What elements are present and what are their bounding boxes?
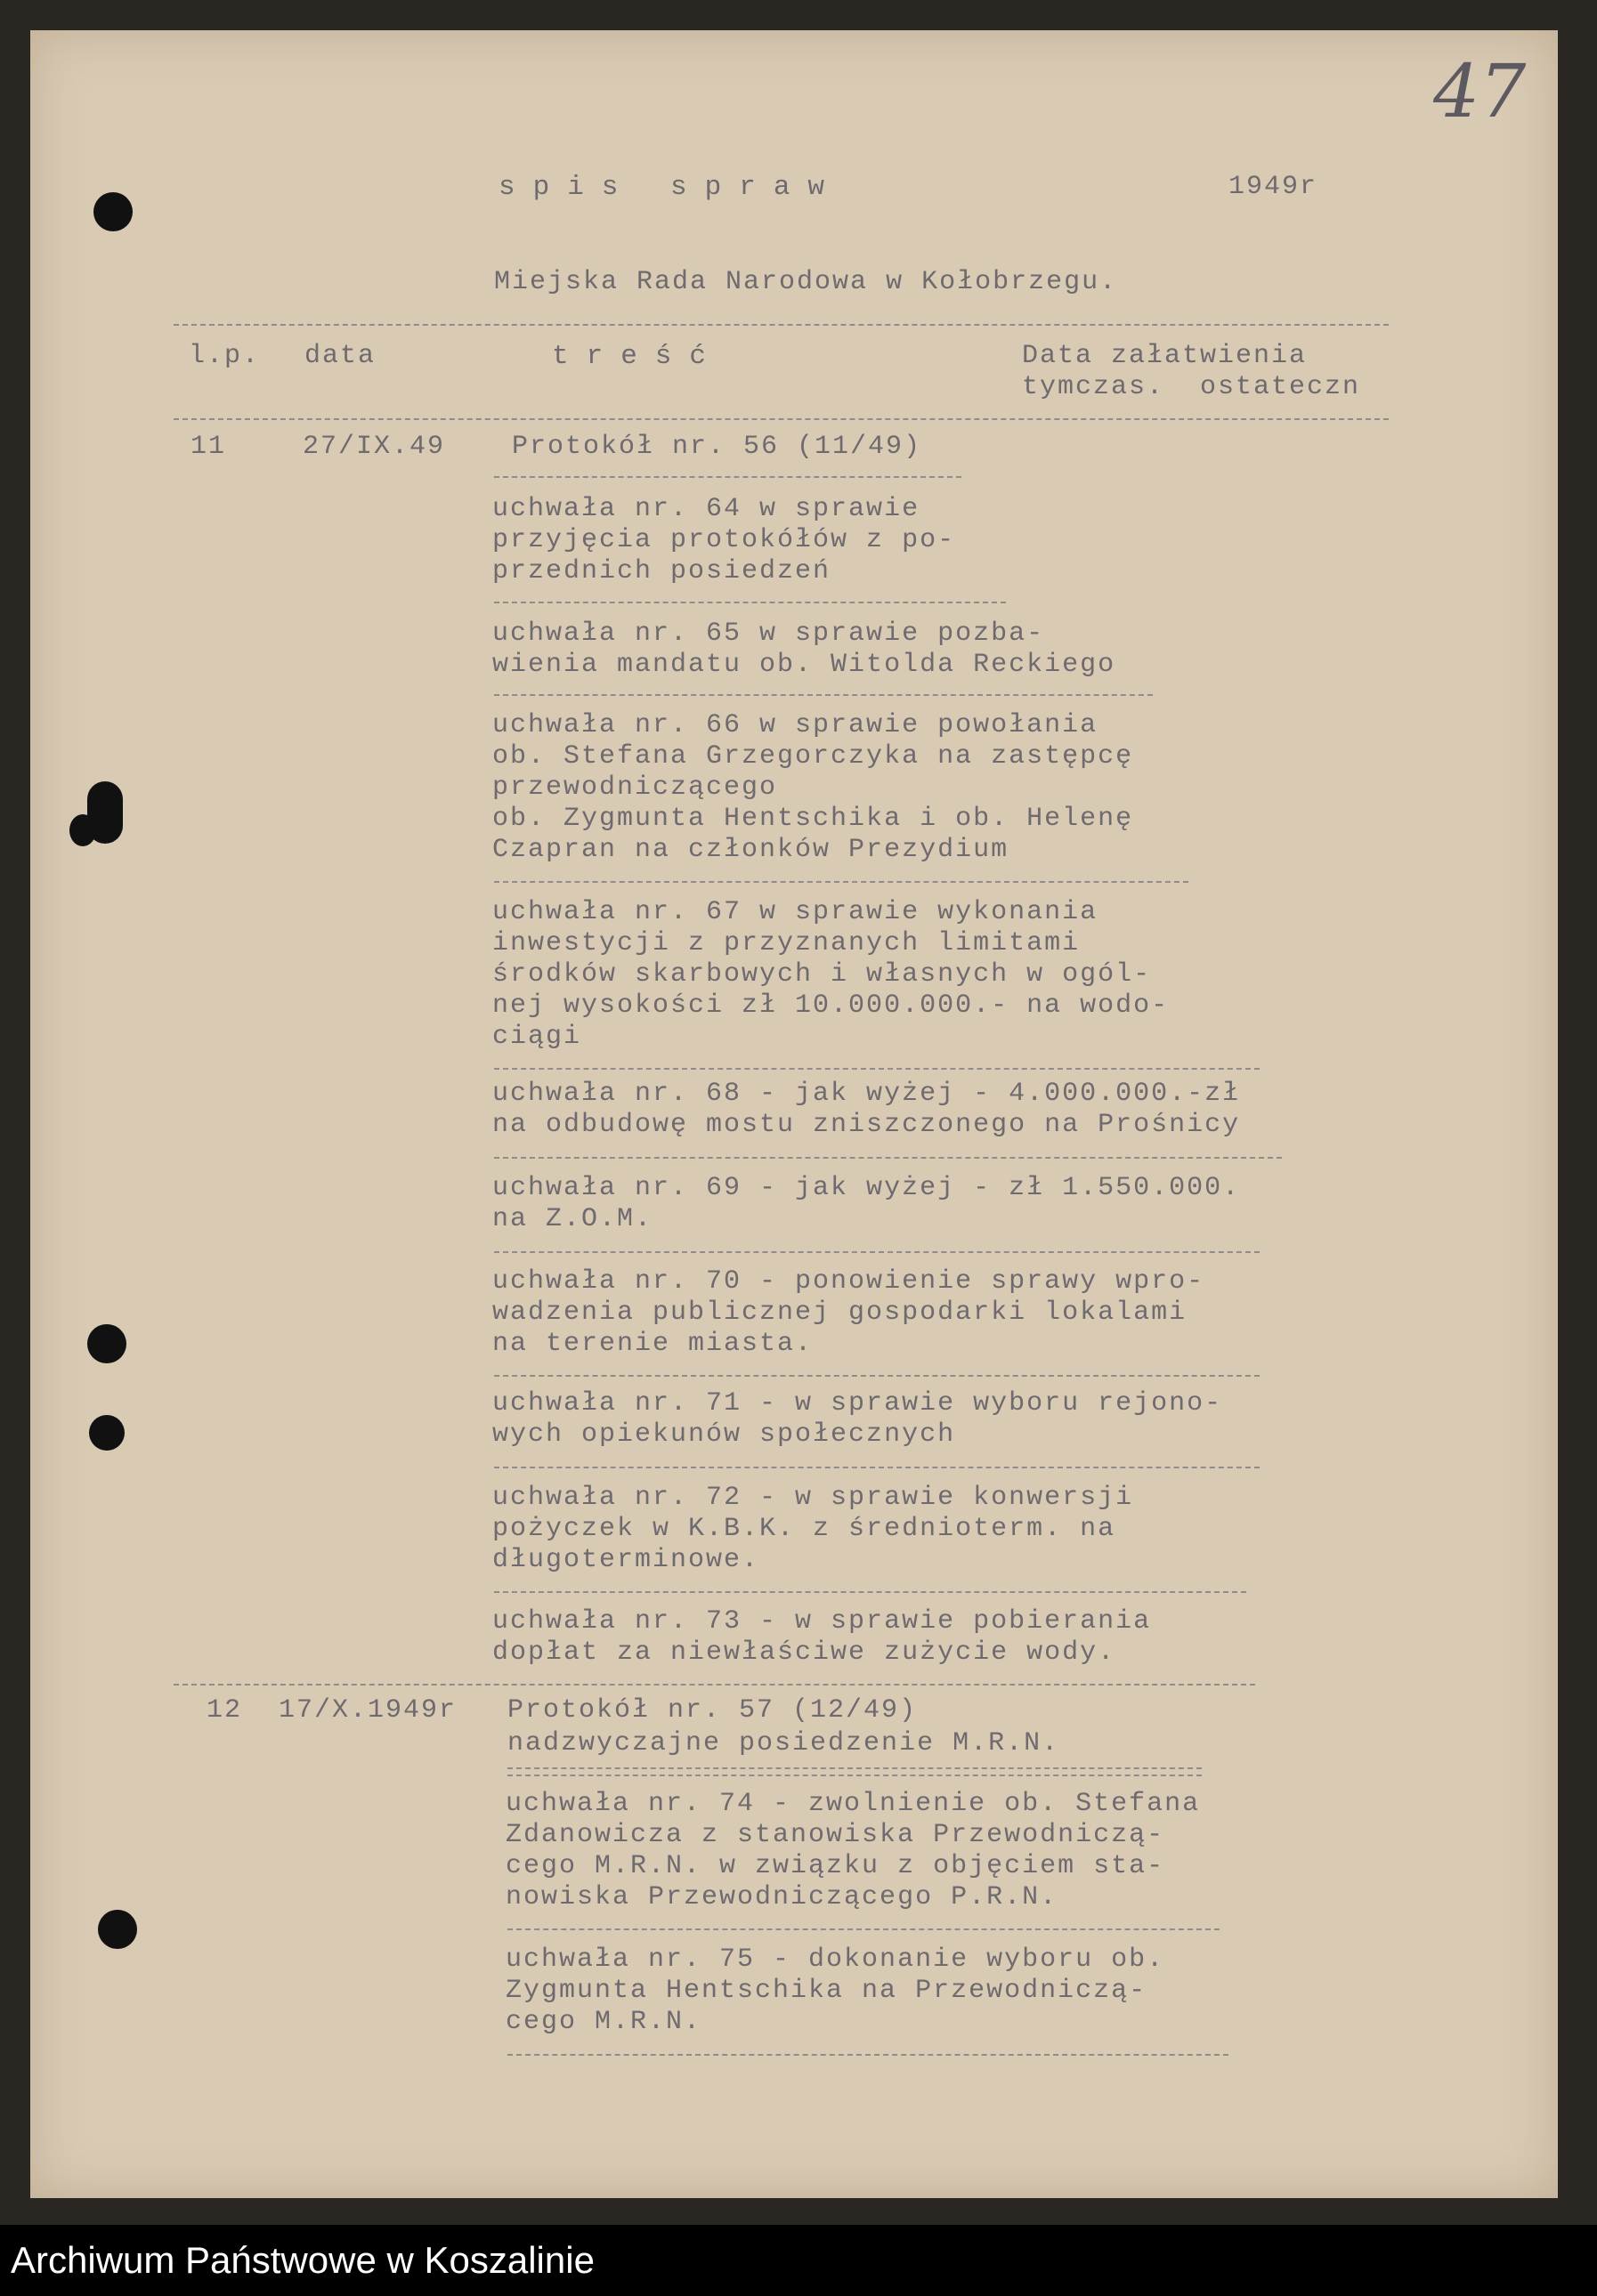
- resolution-line: na terenie miasta.: [492, 1329, 814, 1359]
- resolution-line: przyjęcia protokółów z po-: [492, 525, 956, 555]
- resolution-line: uchwała nr. 67 w sprawie wykonania: [492, 897, 1098, 927]
- rule: [174, 418, 1389, 420]
- folio-number: 47: [1433, 50, 1527, 134]
- resolution-line: uchwała nr. 66 w sprawie powołania: [492, 710, 1098, 740]
- resolution-line: wadzenia publicznej gospodarki lokalami: [492, 1298, 1188, 1328]
- punch-hole: [89, 1415, 125, 1451]
- resolution-line: uchwała nr. 69 - jak wyżej - zł 1.550.000.: [492, 1173, 1241, 1203]
- rule: [507, 1928, 1220, 1930]
- resolution-line: ciągi: [492, 1022, 582, 1052]
- punch-hole: [87, 1324, 126, 1363]
- rule: [174, 324, 1389, 326]
- entry-date: 17/X.1949r: [279, 1695, 458, 1726]
- resolution-line: cego M.R.N.: [506, 2007, 702, 2037]
- rule: [494, 694, 1153, 696]
- rule: [494, 1467, 1260, 1468]
- resolution-line: ob. Zygmunta Hentschika i ob. Helenę: [492, 804, 1134, 834]
- resolution-line: cego M.R.N. w związku z objęciem sta-: [506, 1851, 1165, 1881]
- punch-hole: [93, 192, 133, 231]
- column-resolution-subheader: tymczas. ostateczn: [1022, 372, 1361, 402]
- resolution-line: na odbudowę mostu zniszczonego na Prośnicy: [492, 1110, 1241, 1140]
- resolution-line: wych opiekunów społecznych: [492, 1419, 956, 1450]
- resolution-line: wienia mandatu ob. Witolda Reckiego: [492, 650, 1116, 680]
- rule: [494, 1375, 1260, 1377]
- resolution-line: uchwała nr. 74 - zwolnienie ob. Stefana: [506, 1789, 1201, 1819]
- archive-footer: [0, 2225, 1597, 2296]
- resolution-line: nej wysokości zł 10.000.000.- na wodo-: [492, 990, 1170, 1021]
- column-date-header: data: [304, 341, 377, 371]
- resolution-line: uchwała nr. 70 - ponowienie sprawy wpro-: [492, 1266, 1205, 1297]
- punch-hole: [69, 814, 96, 846]
- rule: [494, 1157, 1282, 1159]
- resolution-line: Zygmunta Hentschika na Przewodniczą-: [506, 1976, 1147, 2006]
- archive-name: Archiwum Państwowe w Koszalinie: [11, 2239, 595, 2281]
- punch-hole: [98, 1910, 137, 1949]
- resolution-line: uchwała nr. 68 - jak wyżej - 4.000.000.-zł: [492, 1079, 1241, 1109]
- document-year: 1949r: [1228, 172, 1318, 202]
- column-content-header: treść: [552, 341, 725, 372]
- resolution-line: dopłat za niewłaściwe zużycie wody.: [492, 1637, 1116, 1668]
- resolution-line: inwestycji z przyznanych limitami: [492, 928, 1081, 958]
- rule: [507, 2054, 1228, 2056]
- resolution-line: uchwała nr. 75 - dokonanie wyboru ob.: [506, 1944, 1165, 1975]
- resolution-line: Czapran na członków Prezydium: [492, 835, 1009, 865]
- entry-protocol: Protokół nr. 57 (12/49): [507, 1695, 918, 1726]
- column-resolution-header: Data załatwienia: [1022, 341, 1308, 371]
- rule: [494, 1068, 1260, 1070]
- resolution-line: uchwała nr. 71 - w sprawie wyboru rejono-: [492, 1388, 1223, 1419]
- resolution-line: na Z.O.M.: [492, 1204, 653, 1234]
- rule: [494, 881, 1188, 883]
- column-lp-header: l.p.: [189, 341, 261, 371]
- resolution-line: uchwała nr. 65 w sprawie pozba-: [492, 618, 1045, 649]
- rule: [494, 1591, 1246, 1593]
- entry-lp: 11: [191, 432, 227, 462]
- entry-lp: 12: [207, 1695, 243, 1726]
- rule: [494, 1251, 1260, 1253]
- resolution-line: pożyczek w K.B.K. z średnioterm. na: [492, 1514, 1116, 1544]
- resolution-line: środków skarbowych i własnych w ogól-: [492, 959, 1152, 990]
- resolution-line: uchwała nr. 64 w sprawie: [492, 494, 920, 524]
- resolution-line: ob. Stefana Grzegorczyka na zastępcę: [492, 741, 1134, 772]
- council-name: Miejska Rada Narodowa w Kołobrzegu.: [494, 267, 1118, 297]
- entry-date: 27/IX.49: [303, 432, 446, 462]
- rule: [174, 1684, 1255, 1686]
- document-title: spis spraw: [499, 172, 843, 203]
- resolution-line: uchwała nr. 72 - w sprawie konwersji: [492, 1483, 1134, 1513]
- entry-protocol: Protokół nr. 56 (11/49): [512, 432, 922, 462]
- resolution-line: uchwała nr. 73 - w sprawie pobierania: [492, 1606, 1152, 1637]
- resolution-line: przednich posiedzeń: [492, 556, 831, 586]
- resolution-line: długoterminowe.: [492, 1545, 760, 1575]
- resolution-line: nowiska Przewodniczącego P.R.N.: [506, 1882, 1058, 1912]
- entry-protocol-note: nadzwyczajne posiedzenie M.R.N.: [507, 1728, 1060, 1758]
- rule: [494, 602, 1006, 603]
- resolution-line: przewodniczącego: [492, 772, 778, 803]
- double-rule: [507, 1767, 1202, 1776]
- rule: [494, 476, 961, 478]
- resolution-line: Zdanowicza z stanowiska Przewodniczą-: [506, 1820, 1165, 1850]
